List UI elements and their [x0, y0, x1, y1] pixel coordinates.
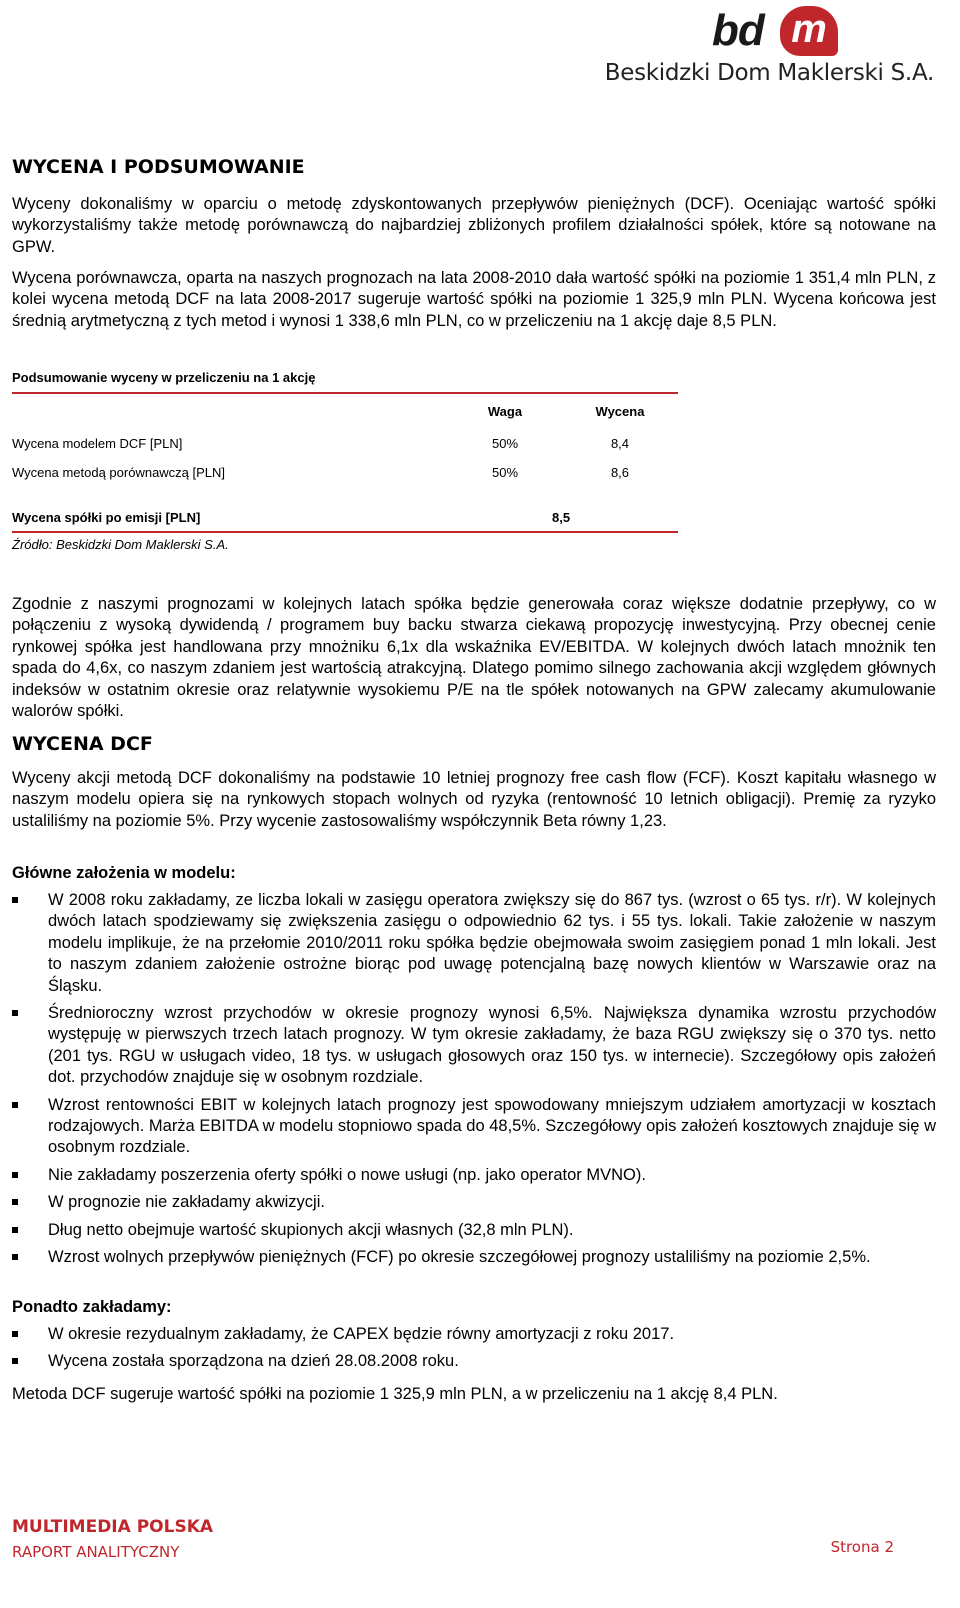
list-item-text: W 2008 roku zakładamy, ze liczba lokali w zasięgu operatora zwiększy się do 867 tys. (wzrost o 65 tys. r/r). W kolejnych dwóch latach spodziewamy się zwiększenia zasięgu o odpowiednio 62 tys. i 55 tys. lokali. Takie założenie w naszym modelu implikuje, że na przełomie 2010/2011 roku spółka będzie obejmowała swoim zasięgiem ponad 1 mln lokali. Jest to naszym zdaniem założenie ostrożne biorąc pod uwagę potencjalną bazę nowych klientów w Warszawie oraz na Śląsku.: [48, 891, 936, 995]
bullet-icon: [12, 897, 18, 903]
total-value: 8,5: [552, 510, 571, 525]
assumptions-heading: Główne założenia w modelu:: [12, 864, 236, 882]
list-item: [12, 1324, 936, 1345]
bullet-icon: [12, 1199, 18, 1205]
valuation-intro-paragraph: Wyceny dokonaliśmy w oparciu o metodę zdyskontowanych przepływów pieniężnych (DCF). Oceniając wartość spółki wykorzystaliśmy także metodę porównawczą do najbardziej zbliżonych profilem działalności spółek, które są notowane na GPW.: [12, 195, 936, 256]
company-name: Beskidzki Dom Maklerski S.A.: [604, 60, 934, 86]
table-bottom-rule: [12, 531, 678, 533]
footer-report-type: RAPORT ANALITYCZNY: [12, 1543, 180, 1561]
row-value: 8,6: [610, 465, 630, 480]
col-header-wycena: Wycena: [595, 404, 645, 419]
list-item-text: Nie zakładamy poszerzenia oferty spółki o nowe usługi (np. jako operator MVNO).: [48, 1165, 646, 1184]
logo-m-badge: m: [780, 6, 838, 56]
assumptions-list: [12, 890, 936, 1275]
list-item: [12, 1351, 936, 1372]
bullet-icon: [12, 1254, 18, 1260]
bullet-icon: [12, 1102, 18, 1108]
list-item: [12, 1247, 936, 1268]
list-item-text: Wzrost rentowności EBIT w kolejnych latach prognozy jest spowodowany mniejszym udziałem amortyzacji w kosztach rodzajowych. Marża EBITDA w modelu stopniowo spada do 48,5%. Szczegółowy opis założeń kosztowych znajduje się w osobnym rozdziale.: [48, 1095, 936, 1157]
row-label: Wycena modelem DCF [PLN]: [12, 436, 183, 451]
list-item-text: W okresie rezydualnym zakładamy, że CAPEX będzie równy amortyzacji z roku 2017.: [48, 1325, 675, 1343]
section-title-dcf: WYCENA DCF: [12, 733, 153, 755]
list-item-text: Wycena została sporządzona na dzień 28.08.2008 roku.: [48, 1352, 459, 1371]
list-item-text: Wzrost wolnych przepływów pieniężnych (FCF) po okresie szczegółowej prognozy ustaliliśmy na poziomie 2,5%.: [48, 1248, 871, 1267]
row-value: 8,4: [610, 436, 630, 451]
table-row: [12, 465, 678, 483]
footer-report-label: [12, 1517, 213, 1561]
logo-bd-text: bd: [712, 6, 764, 55]
recommendation-paragraph: Zgodnie z naszymi prognozami w kolejnych latach spółka będzie generowała coraz większe dodatnie przepływy, co w połączeniu z wysoką dywidendą / programem buy backu stwarza ciekawą propozycję inwestycyjną. Przy obecnej cenie rynkowej spółka jest handlowana przy mnożniku 6,1x dla wskaźnika EV/EBITDA. W kolejnych dwóch latach mnożnik ten spada do 4,6x, co naszym zdaniem jest wartością atrakcyjną. Dlatego pomimo silnego zachowania akcji względem głównych indeksów w ostatnim okresie oraz relatywnie wysokiemu P/E na tle spółek notowanych na GPW zalecamy akumulowanie walorów spółki.: [12, 595, 936, 721]
list-item-text: Dług netto obejmuje wartość skupionych akcji własnych (32,8 mln PLN).: [48, 1220, 574, 1239]
also-assume-list: [12, 1324, 936, 1379]
bullet-icon: [12, 1227, 18, 1233]
page-number: Strona 2: [830, 1538, 894, 1556]
list-item: [12, 1003, 936, 1089]
footer-company: MULTIMEDIA POLSKA: [12, 1517, 214, 1537]
list-item-text: W prognozie nie zakładamy akwizycji.: [48, 1193, 325, 1212]
list-item: [12, 1165, 936, 1186]
dcf-conclusion-paragraph: Metoda DCF sugeruje wartość spółki na poziomie 1 325,9 mln PLN, a w przeliczeniu na 1 akcję 8,4 PLN.: [12, 1385, 778, 1403]
list-item: [12, 1192, 936, 1213]
total-label: Wycena spółki po emisji [PLN]: [12, 510, 201, 525]
table-top-rule: [12, 392, 678, 394]
list-item: [12, 1095, 936, 1159]
also-assume-heading: Ponadto zakładamy:: [12, 1298, 172, 1316]
table-total-row: [12, 510, 678, 525]
row-label: Wycena metodą porównawczą [PLN]: [12, 465, 226, 480]
list-item: [12, 890, 936, 997]
row-weight: 50%: [491, 436, 519, 451]
valuation-summary-paragraph: Wycena porównawcza, oparta na naszych prognozach na lata 2008-2010 dała wartość spółki na poziomie 1 351,4 mln PLN, z kolei wycena metodą DCF na lata 2008-2017 sugeruje wartość spółki na poziomie 1 325,9 mln PLN. Wycena końcowa jest średnią arytmetyczną z tych metod i wynosi 1 338,6 mln PLN, co w przeliczeniu na 1 akcję daje 8,5 PLN.: [12, 269, 936, 330]
list-item: [12, 1220, 936, 1241]
bullet-icon: [12, 1172, 18, 1178]
section-title-valuation: WYCENA I PODSUMOWANIE: [12, 156, 305, 178]
bullet-icon: [12, 1358, 18, 1364]
bullet-icon: [12, 1010, 18, 1016]
table-row: [12, 436, 678, 454]
bullet-icon: [12, 1331, 18, 1337]
table-header-row: [12, 404, 678, 422]
table-title: Podsumowanie wyceny w przeliczeniu na 1 akcję: [12, 370, 316, 385]
col-header-waga: Waga: [487, 404, 523, 419]
dcf-intro-paragraph: Wyceny akcji metodą DCF dokonaliśmy na podstawie 10 letniej prognozy free cash flow (FCF). Koszt kapitału własnego w naszym modelu opiera się na rynkowych stopach wolnych od ryzyka (rentowność 10 letnich obligacji). Premię za ryzyko ustaliliśmy na poziomie 5%. Przy wycenie zastosowaliśmy współczynnik Beta równy 1,23.: [12, 769, 936, 830]
row-weight: 50%: [491, 465, 519, 480]
bdm-logo: [594, 0, 934, 96]
table-source: Źródło: Beskidzki Dom Maklerski S.A.: [12, 537, 229, 552]
list-item-text: Średnioroczny wzrost przychodów w okresie prognozy wynosi 6,5%. Największa dynamika wzrostu przychodów występuję w pierwszych trzech latach prognozy. W tym okresie zakładamy, że baza RGU zwiększy się o 370 tys. netto (201 tys. RGU w usługach video, 18 tys. w usługach głosowych oraz 150 tys. w internecie). Szczegółowy opis założeń dot. przychodów znajduje się w osobnym rozdziale.: [48, 1004, 936, 1087]
